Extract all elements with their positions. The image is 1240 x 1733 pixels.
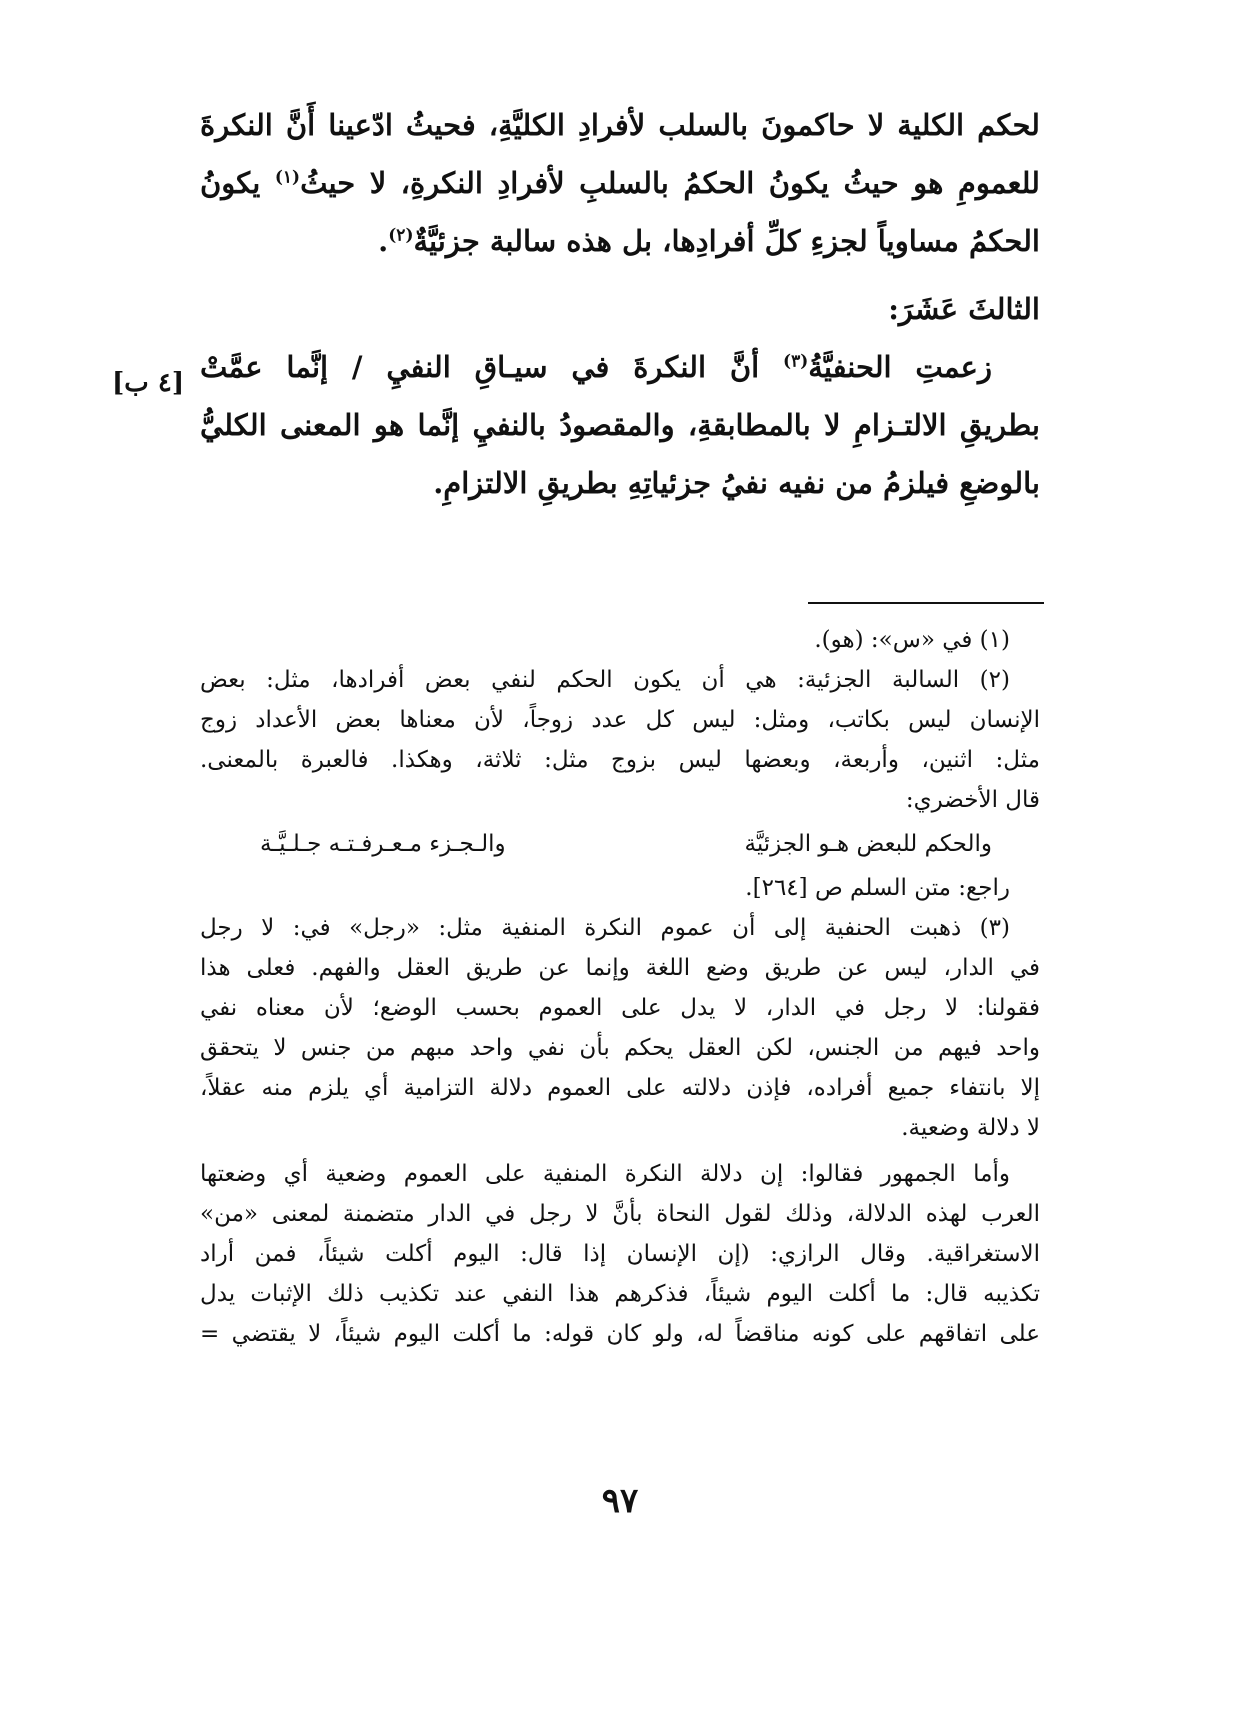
footnote-line: في الدار، ليس عن طريق وضع اللغة وإنما عن طريق العقل والفهم. فعلى هذا (200, 955, 1040, 981)
page-number: ٩٧ (601, 1481, 639, 1521)
footnote-line: (٣) ذهبت الحنفية إلى أن عموم النكرة المنفية مثل: «رجل» في: لا رجل (200, 915, 1010, 941)
footnote-continuation (200, 1154, 1040, 1354)
footnote-line: مثل: اثنين، وأربعة، وبعضها ليس بزوج مثل: ثلاثة، وهكذا. فالعبرة بالمعنى. (200, 747, 1040, 773)
main-paragraph-1 (200, 96, 1040, 270)
footnote-marker: (٣) (783, 351, 809, 372)
verse (260, 824, 992, 864)
footnote-line: وأما الجمهور فقالوا: إن دلالة النكرة المنفية على العموم وضعية أي وضعتها (200, 1161, 1010, 1187)
footnote-line: فقولنا: لا رجل في الدار، لا يدل على العموم بحسب الوضع؛ لأن معناه نفي (200, 995, 1040, 1021)
footnote-reference: راجع: متن السلم ص [٢٦٤]. (745, 875, 1010, 901)
text-segment: أنَّ النكرةَ في سيـاقِ النفيِ / إنَّما عمَّتْ (200, 350, 760, 384)
footnote-line: الاستغراقية. وقال الرازي: (إن الإنسان إذا قال: اليوم أكلت شيئاً، فمن أراد (200, 1241, 1040, 1267)
footnote-line: إلا بانتفاء جميع أفراده، فإذن دلالته على العموم دلالة التزامية أي يلزم منه عقلاً، (200, 1075, 1040, 1101)
text-segment: الحكمُ مساوياً لجزءِ كلِّ أفرادِها، بل هذه سالبة جزئيَّةٌ (413, 224, 1040, 258)
footnote-1: (١) في «س»: (هو). (814, 627, 1010, 653)
text-segment: يكونُ (200, 166, 261, 200)
main-paragraph-2 (200, 338, 1040, 512)
text-line: بطريقِ الالتـزامِ لا بالمطابقةِ، والمقصودُ بالنفيِ إنَّما هو المعنى الكليُّ (200, 408, 1040, 442)
text-line (200, 154, 1040, 212)
section-heading: الثالثَ عَشَرَ: (888, 292, 1040, 326)
text-line (200, 338, 1040, 396)
footnote-line: تكذيبه قال: ما أكلت اليوم شيئاً، فذكرهم هذا النفي عند تكذيب ذلك الإثبات يدل (200, 1281, 1040, 1307)
footnote-line: العرب لهذه الدلالة، وذلك لقول النحاة بأنَّ لا رجل في الدار متضمنة لمعنى «من» (200, 1201, 1040, 1227)
footnote-line: على اتفاقهم على كونه مناقضاً له، ولو كان قوله: ما أكلت اليوم شيئاً، لا يقتضي = (200, 1321, 1040, 1347)
text-segment: زعمتِ الحنفيَّةُ (808, 350, 992, 384)
text-segment: . (378, 224, 389, 258)
main-text (200, 96, 1040, 512)
text-line: لحكم الكلية لا حاكمونَ بالسلب لأفرادِ الكليَّةِ، فحيثُ ادّعينا أَنَّ النكرةَ (200, 108, 1040, 142)
footnotes (200, 620, 1040, 1354)
footnote-3 (200, 908, 1040, 1148)
footnote-separator (808, 602, 1044, 604)
footnote-marker: (١) (274, 167, 301, 188)
footnote-line: قال الأخضري: (905, 787, 1040, 813)
footnote-line: (٢) السالبة الجزئية: هي أن يكون الحكم لنفي بعض أفرادها، مثل: بعض (200, 667, 1010, 693)
text-line: بالوضعِ فيلزمُ من نفيه نفيُ جزئياتِهِ بطريقِ الالتزامِ. (433, 466, 1040, 500)
footnote-line: لا دلالة وضعية. (901, 1115, 1040, 1141)
text-segment: للعمومِ هو حيثُ يكونُ الحكمُ بالسلبِ لأفرادِ النكرةِ، لا حيثُ (300, 166, 1040, 200)
footnote-line: الإنسان ليس بكاتب، ومثل: ليس كل عدد زوجاً، لأن معناها بعض الأعداد زوج (200, 707, 1040, 733)
footnote-2 (200, 660, 1040, 908)
verse-first-hemistich: والحكم للبعض هـو الجزئيَّة (744, 831, 992, 857)
text-line (200, 212, 1040, 270)
verse-second-hemistich: والـجـزء مـعـرفـتـه جـلـيَّـة (260, 831, 506, 857)
manuscript-folio-mark: [٤ ب] (112, 368, 185, 398)
footnote-line: واحد فيهم من الجنس، لكن العقل يحكم بأن نفي واحد مبهم من جنس لا يتحقق (200, 1035, 1040, 1061)
footnote-marker: (٢) (388, 225, 414, 246)
